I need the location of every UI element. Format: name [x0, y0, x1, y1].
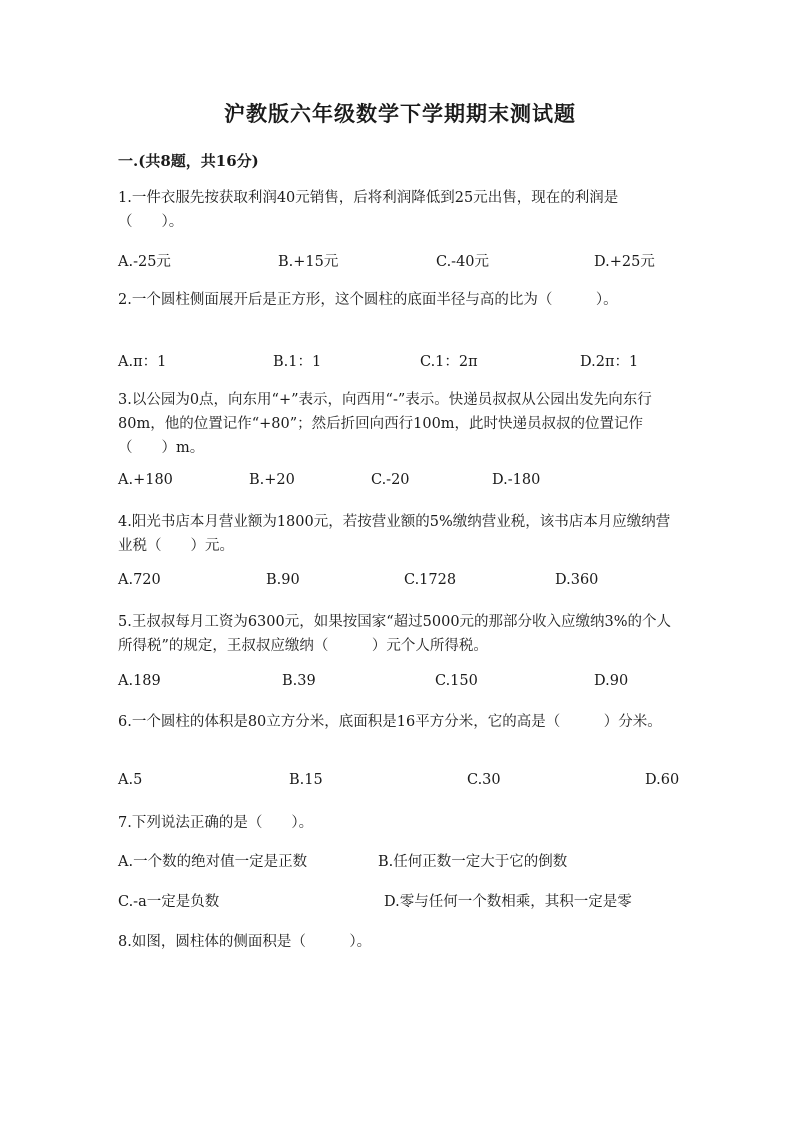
q2-option-b: B.1：1: [273, 354, 322, 370]
q5-option-c: C.150: [435, 673, 478, 689]
q4-option-c: C.1728: [404, 572, 457, 588]
q2-option-c: C.1：2π: [420, 354, 478, 370]
q3-option-b: B.+20: [249, 472, 295, 488]
q5-option-b: B.39: [282, 673, 316, 689]
q4-option-a: A.720: [118, 572, 161, 588]
q1-option-b: B.+15元: [278, 254, 339, 270]
q7-option-c: C.-a一定是负数: [118, 894, 220, 910]
q1-option-d: D.+25元: [594, 254, 655, 270]
question-3: 3.以公园为0点，向东用“+”表示，向西用“-”表示。快递员叔叔从公园出发先向东行80m，他的位置记作“+80”；然后折回向西行100m，此时快递员叔叔的位置记作（ ）m。: [118, 392, 652, 456]
q3-option-a: A.+180: [118, 472, 173, 488]
q4-option-b: B.90: [266, 572, 300, 588]
q6-option-c: C.30: [467, 772, 501, 788]
q7-option-a: A.一个数的绝对值一定是正数: [118, 854, 308, 870]
q2-option-a: A.π：1: [118, 354, 167, 370]
q6-option-b: B.15: [289, 772, 323, 788]
q2-option-d: D.2π：1: [580, 354, 639, 370]
section-heading: 一.(共8题，共16分): [118, 152, 259, 170]
q5-option-d: D.90: [594, 673, 629, 689]
question-8: 8.如图，圆柱体的侧面积是（ ）。: [118, 934, 372, 950]
q6-option-d: D.60: [645, 772, 680, 788]
question-2: 2.一个圆柱侧面展开后是正方形，这个圆柱的底面半径与高的比为（ ）。: [118, 292, 618, 308]
q3-option-c: C.-20: [371, 472, 410, 488]
q4-option-d: D.360: [555, 572, 599, 588]
q1-option-c: C.-40元: [436, 254, 490, 270]
question-7: 7.下列说法正确的是（ ）。: [118, 815, 314, 831]
question-1: 1.一件衣服先按获取利润40元销售，后将利润降低到25元出售，现在的利润是（ ）。: [118, 190, 619, 230]
question-6: 6.一个圆柱的体积是80立方分米，底面积是16平方分米，它的高是（ ）分米。: [118, 714, 662, 730]
q6-option-a: A.5: [118, 772, 143, 788]
q7-option-d: D.零与任何一个数相乘，其积一定是零: [384, 894, 632, 910]
question-4: 4.阳光书店本月营业额为1800元，若按营业额的5%缴纳营业税，该书店本月应缴纳营业税（ ）元。: [118, 514, 671, 554]
q7-option-b: B.任何正数一定大于它的倒数: [378, 854, 568, 870]
page-title: 沪教版六年级数学下学期期末测试题: [224, 101, 576, 126]
q5-option-a: A.189: [118, 673, 161, 689]
question-5: 5.王叔叔每月工资为6300元，如果按国家“超过5000元的那部分收入应缴纳3%的个人所得税”的规定，王叔叔应缴纳（ ）元个人所得税。: [118, 614, 672, 654]
q3-option-d: D.-180: [492, 472, 541, 488]
q1-option-a: A.-25元: [118, 254, 171, 270]
